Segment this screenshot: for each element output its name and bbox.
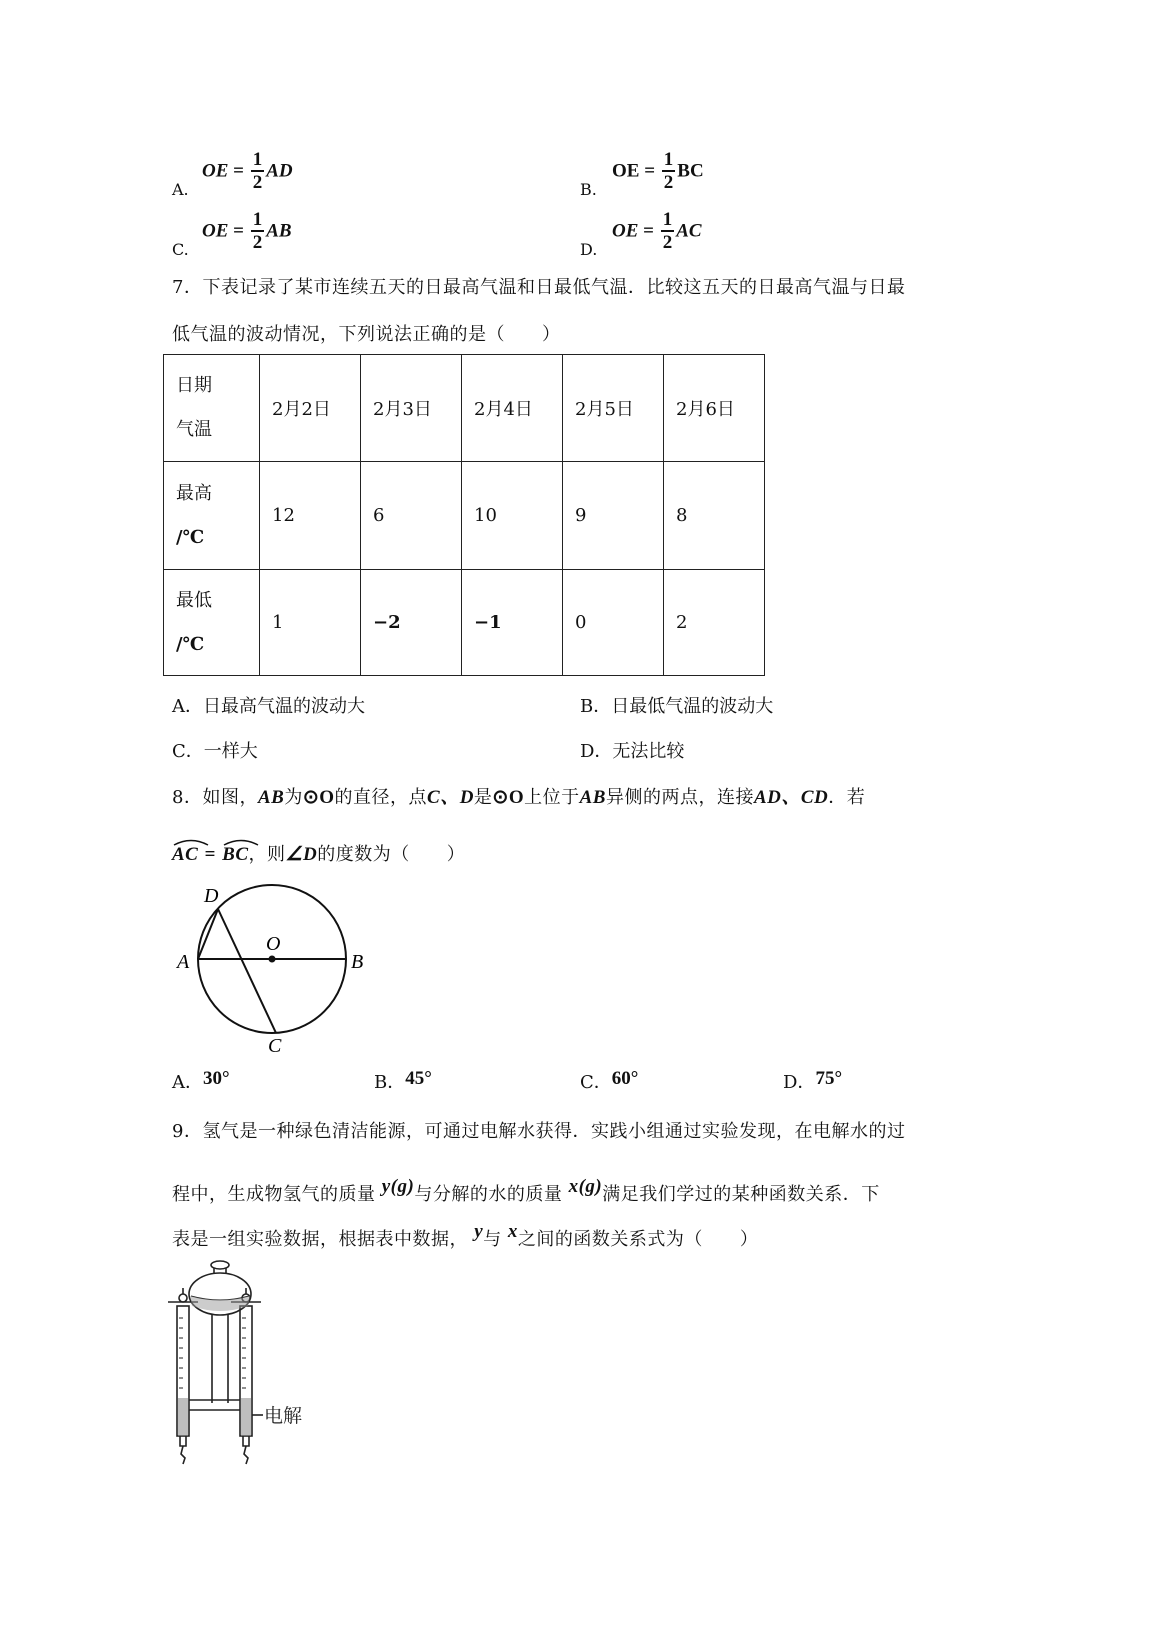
q8-line2: [172, 840, 465, 866]
corner-top: 日期: [176, 375, 212, 396]
text: 程中，生成物氢气的质量: [172, 1184, 376, 1205]
low-label-cell: [164, 570, 260, 676]
value-cell: 10: [462, 462, 563, 570]
q8-option-a: [172, 1068, 230, 1094]
value-cell: 2: [664, 570, 765, 676]
date-cell: 2月4日: [462, 355, 563, 462]
q8-option-c: [580, 1068, 638, 1094]
value-cell: 6: [361, 462, 462, 570]
denominator: 2: [252, 232, 263, 253]
option-value: 60°: [611, 1068, 639, 1089]
option-label: D．: [783, 1072, 816, 1093]
math-ab: AB: [257, 787, 285, 808]
math-ab: AB: [579, 787, 606, 808]
high-label: 最高: [176, 482, 212, 504]
option-label: C.: [172, 240, 189, 259]
text: 异侧的两点，连接: [605, 787, 754, 808]
rhs: BC: [677, 160, 704, 182]
rhs: AD: [266, 160, 293, 182]
q8-option-b: [374, 1068, 432, 1094]
q8-line1: [172, 782, 865, 809]
math-ad-cd: AD、CD: [753, 787, 829, 808]
label-b: B: [351, 951, 364, 973]
text: ．若: [828, 787, 866, 808]
option-label: D.: [580, 240, 598, 259]
chord-ad: [198, 909, 218, 959]
option-label: C．: [580, 1072, 612, 1093]
option-label: B.: [580, 180, 597, 199]
value-cell: 9: [563, 462, 664, 570]
arc-ac: [172, 844, 198, 866]
table-row-low: [164, 570, 765, 676]
value-cell: 8: [664, 462, 765, 570]
q8-option-d: [783, 1068, 842, 1094]
math-xg: x(g): [568, 1176, 603, 1197]
numerator: 1: [662, 209, 673, 230]
q7-option-c: C．一样大: [172, 741, 258, 762]
denominator: 2: [252, 172, 263, 193]
option-value: 45°: [405, 1068, 432, 1089]
text: ，则: [248, 844, 286, 865]
q7-option-b: B．日最低气温的波动大: [580, 696, 774, 717]
math-x: x: [507, 1221, 518, 1242]
text: 与: [483, 1229, 502, 1250]
option-label: B．: [374, 1072, 406, 1093]
text: 为: [284, 787, 303, 808]
high-unit: /℃: [176, 526, 205, 548]
circle-figure: [170, 872, 380, 1054]
value-cell: 0: [563, 570, 664, 676]
date-cell: 2月3日: [361, 355, 462, 462]
label-o: O: [266, 933, 281, 955]
label-c: C: [268, 1035, 282, 1054]
text: 之间的函数关系式为（ ）: [517, 1229, 759, 1250]
date-cell: 2月6日: [664, 355, 765, 462]
arc-bc-label: BC: [222, 844, 249, 865]
text: 表是一组实验数据，根据表中数据，: [172, 1229, 468, 1250]
option-value: 75°: [815, 1068, 843, 1089]
q9-line1: 9．氢气是一种绿色清洁能源，可通过电解水获得．实践小组通过实验发现，在电解水的过: [172, 1121, 906, 1142]
math-y: y: [474, 1221, 484, 1242]
table-corner-cell: [164, 355, 260, 462]
table-row-high: [164, 462, 765, 570]
math-circle-o: ⊙O: [302, 787, 335, 808]
lhs: OE: [202, 220, 229, 242]
numerator: 1: [252, 149, 263, 170]
q7-line2: 低气温的波动情况，下列说法正确的是（ ）: [172, 324, 561, 345]
high-label-cell: [164, 462, 260, 570]
chord-dc: [218, 909, 276, 1033]
lhs: OE: [612, 220, 639, 242]
math-yg: y(g): [381, 1176, 415, 1197]
rhs: AB: [266, 220, 292, 242]
equals: =: [204, 844, 216, 865]
value-cell: −1: [462, 570, 563, 676]
arc-ac-label: AC: [172, 844, 199, 865]
electrolysis-apparatus-figure: [160, 1258, 360, 1468]
numerator: 1: [663, 149, 674, 170]
value-cell: 1: [260, 570, 361, 676]
option-label: A.: [172, 180, 189, 199]
denominator: 2: [663, 172, 674, 193]
text: 8．如图，: [172, 787, 258, 808]
lhs: OE: [612, 160, 640, 182]
q9-line3: [172, 1221, 759, 1251]
q7-line1: 7．下表记录了某市连续五天的日最高气温和日最低气温．比较这五天的日最高气温与日最: [172, 277, 906, 298]
rhs: AC: [676, 220, 702, 242]
text: 与分解的水的质量: [414, 1184, 563, 1205]
arc-mark-icon: [172, 838, 210, 846]
text: 的直径，点: [334, 787, 428, 808]
arc-mark-icon: [222, 838, 260, 846]
value-cell: 12: [260, 462, 361, 570]
text: 上位于: [524, 787, 580, 808]
option-value: 30°: [203, 1068, 230, 1089]
text: 满足我们学过的某种函数关系．下: [602, 1184, 880, 1205]
value-cell: −2: [361, 570, 462, 676]
text: 是: [473, 787, 493, 808]
denominator: 2: [662, 232, 673, 253]
corner-bottom: 气温: [176, 419, 212, 440]
option-label: A．: [172, 1072, 203, 1093]
table-header-row: [164, 355, 765, 462]
date-cell: 2月5日: [563, 355, 664, 462]
q9-line2: [172, 1176, 880, 1206]
low-unit: /℃: [176, 633, 205, 655]
text: 的度数为（ ）: [317, 844, 466, 865]
lhs: OE: [202, 160, 229, 182]
apparatus-label: 电解: [264, 1405, 303, 1427]
numerator: 1: [252, 209, 263, 230]
label-d: D: [204, 885, 219, 907]
math-circle-o: ⊙O: [492, 787, 525, 808]
date-cell: 2月2日: [260, 355, 361, 462]
center-point: [269, 956, 276, 963]
q7-option-a: A．日最高气温的波动大: [172, 696, 365, 717]
math-cd: C、D: [427, 787, 474, 808]
temperature-table: [163, 354, 765, 676]
label-a: A: [177, 951, 190, 973]
q7-option-d: D．无法比较: [580, 741, 685, 762]
low-label: 最低: [176, 589, 212, 611]
arc-bc: [222, 844, 248, 866]
math-angle-d: ∠D: [285, 844, 318, 865]
